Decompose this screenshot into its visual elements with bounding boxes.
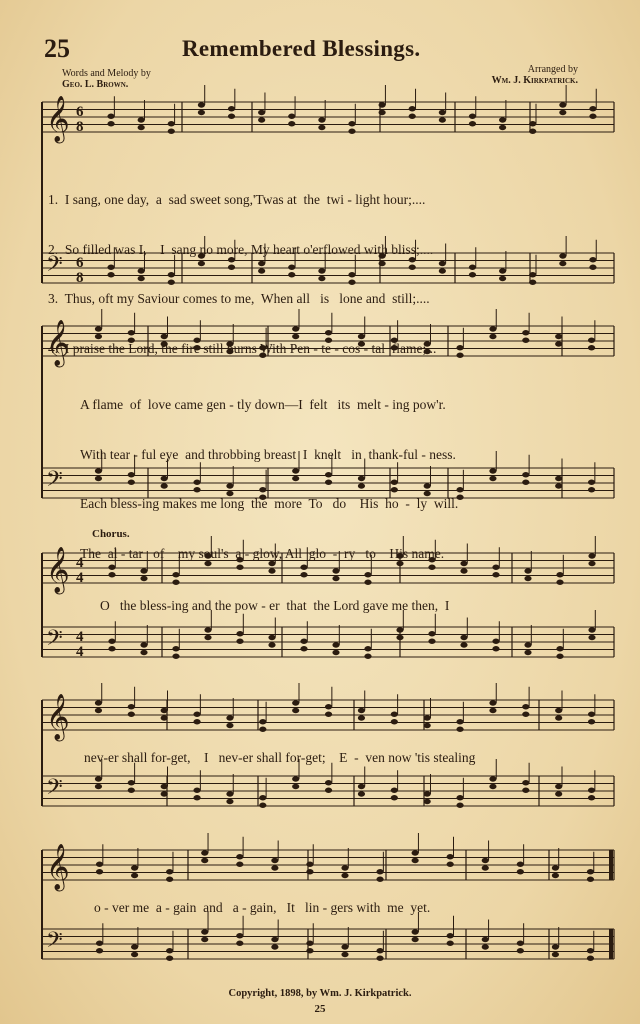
note-head (140, 650, 147, 655)
note-head (555, 334, 562, 339)
note-head (226, 715, 233, 720)
note-head (589, 265, 596, 270)
note-head (588, 553, 595, 558)
note-head (529, 129, 536, 134)
note-head (358, 791, 365, 796)
note-head (358, 708, 365, 713)
note-head (588, 795, 595, 800)
verse-line: 2. So filled was I, I sang no more, My heart o'erflowed with bliss;.... (48, 241, 434, 257)
note-head (522, 704, 529, 709)
note-head (108, 646, 115, 651)
note-head (128, 712, 135, 717)
time-signature: 4 (76, 570, 84, 586)
note-head (489, 708, 496, 713)
note-head (268, 642, 275, 647)
hymn-number: 25 (44, 34, 70, 63)
copyright-notice: Copyright, 1898, by Wm. J. Kirkpatrick. (228, 988, 412, 999)
note-head (271, 865, 278, 870)
note-head (460, 642, 467, 647)
note-head (376, 877, 383, 882)
note-head (555, 715, 562, 720)
note-head (517, 941, 524, 946)
note-head (489, 776, 496, 781)
hymn-title: Remembered Blessings. (182, 36, 421, 61)
note-head (236, 862, 243, 867)
note-head (555, 708, 562, 713)
note-head (489, 334, 496, 339)
note-head (292, 700, 299, 705)
time-signature: 6 (76, 255, 84, 271)
note-head (96, 869, 103, 874)
page-number: 25 (314, 1003, 326, 1015)
note-head (96, 862, 103, 867)
note-head (391, 712, 398, 717)
note-head (348, 121, 355, 126)
note-head (522, 712, 529, 717)
note-head (492, 565, 499, 570)
note-head (341, 873, 348, 878)
note-head (489, 468, 496, 473)
note-head (559, 110, 566, 115)
note-head (524, 642, 531, 647)
note-head (424, 799, 431, 804)
note-head (588, 788, 595, 793)
note-head (555, 476, 562, 481)
chorus-line-2: nev-er shall for-get, I nev-er shall for-get; E - ven now 'tis stealing (84, 750, 476, 765)
bass-clef: 𝄢 (46, 928, 63, 958)
note-head (588, 345, 595, 350)
final-bar (609, 850, 613, 880)
note-head (424, 715, 431, 720)
treble-clef: 𝄞 (46, 547, 70, 593)
note-head (226, 799, 233, 804)
note-head (325, 704, 332, 709)
words-label: Words and Melody by (62, 68, 151, 79)
note-head (259, 803, 266, 808)
note-head (96, 948, 103, 953)
note-head (522, 480, 529, 485)
note-head (166, 877, 173, 882)
note-head (460, 635, 467, 640)
note-head (358, 715, 365, 720)
note-head (439, 261, 446, 266)
note-head (391, 788, 398, 793)
note-head (482, 944, 489, 949)
note-head (556, 580, 563, 585)
note-head (271, 858, 278, 863)
note-head (447, 941, 454, 946)
note-head (95, 784, 102, 789)
note-head (204, 627, 211, 632)
note-head (131, 944, 138, 949)
note-head (193, 712, 200, 717)
note-head (589, 106, 596, 111)
note-head (193, 795, 200, 800)
note-head (96, 941, 103, 946)
note-head (499, 117, 506, 122)
bass-clef: 𝄢 (46, 626, 63, 656)
note-head (424, 723, 431, 728)
note-head (559, 261, 566, 266)
note-head (228, 106, 235, 111)
note-head (376, 869, 383, 874)
note-head (341, 865, 348, 870)
note-head (306, 869, 313, 874)
note-head (517, 862, 524, 867)
note-head (489, 700, 496, 705)
note-head (396, 627, 403, 632)
note-head (166, 869, 173, 874)
note-head (492, 639, 499, 644)
note-head (524, 650, 531, 655)
note-head (259, 727, 266, 732)
note-head (318, 125, 325, 130)
note-head (292, 776, 299, 781)
note-head (555, 341, 562, 346)
note-head (95, 700, 102, 705)
note-head (258, 110, 265, 115)
note-head (198, 102, 205, 107)
chorus-line-1: O the bless-ing and the pow - er that the Lord gave me then, I (100, 598, 450, 613)
note-head (358, 784, 365, 789)
note-head (469, 121, 476, 126)
note-head (524, 576, 531, 581)
note-head (588, 487, 595, 492)
note-head (456, 727, 463, 732)
note-head (161, 791, 168, 796)
verse-line: The al - tar of my soul's a - glow, All glo - ry to His name. (80, 545, 445, 561)
note-head (587, 948, 594, 953)
note-head (259, 795, 266, 800)
note-head (456, 803, 463, 808)
note-head (168, 129, 175, 134)
note-head (341, 944, 348, 949)
note-head (529, 280, 536, 285)
note-head (492, 572, 499, 577)
note-head (379, 110, 386, 115)
note-head (517, 869, 524, 874)
note-head (131, 873, 138, 878)
note-head (332, 642, 339, 647)
verse-line: With tear - ful eye and throbbing breast I knelt in thank-ful - ness. (80, 446, 456, 462)
note-head (140, 642, 147, 647)
verse-line: 3. Thus, oft my Saviour comes to me, When all is lone and still;.... (48, 291, 430, 306)
note-head (341, 952, 348, 957)
note-head (376, 948, 383, 953)
note-head (228, 114, 235, 119)
note-head (201, 929, 208, 934)
note-head (131, 865, 138, 870)
note-head (268, 635, 275, 640)
note-head (447, 933, 454, 938)
note-head (161, 784, 168, 789)
note-head (492, 646, 499, 651)
time-signature: 4 (76, 629, 84, 645)
note-head (517, 948, 524, 953)
note-head (258, 117, 265, 122)
note-head (588, 338, 595, 343)
note-head (300, 639, 307, 644)
note-head (201, 858, 208, 863)
note-head (259, 719, 266, 724)
note-head (556, 572, 563, 577)
time-signature: 8 (76, 119, 84, 135)
note-head (482, 858, 489, 863)
note-head (439, 110, 446, 115)
note-head (522, 472, 529, 477)
bass-clef: 𝄢 (46, 467, 63, 497)
note-head (524, 568, 531, 573)
note-head (522, 788, 529, 793)
note-head (292, 784, 299, 789)
note-head (587, 869, 594, 874)
note-head (193, 788, 200, 793)
note-head (271, 944, 278, 949)
note-head (325, 788, 332, 793)
note-head (306, 941, 313, 946)
note-head (522, 338, 529, 343)
note-head (556, 654, 563, 659)
note-head (161, 715, 168, 720)
note-head (236, 854, 243, 859)
note-head (456, 795, 463, 800)
arranger-name: Wm. J. Kirkpatrick. (491, 75, 578, 86)
note-head (482, 865, 489, 870)
note-head (469, 272, 476, 277)
note-head (412, 929, 419, 934)
note-head (439, 117, 446, 122)
note-head (364, 654, 371, 659)
note-head (201, 937, 208, 942)
note-head (288, 114, 295, 119)
note-head (201, 850, 208, 855)
verse-line: Each bless-ing makes me long the more To do His ho - ly will. (80, 496, 459, 511)
note-head (376, 956, 383, 961)
note-head (412, 937, 419, 942)
note-head (499, 125, 506, 130)
note-head (128, 788, 135, 793)
note-head (489, 784, 496, 789)
note-head (460, 561, 467, 566)
note-head (456, 719, 463, 724)
note-head (489, 476, 496, 481)
note-head (292, 708, 299, 713)
bass-clef: 𝄢 (46, 775, 63, 805)
note-head (288, 121, 295, 126)
note-head (555, 784, 562, 789)
note-head (412, 858, 419, 863)
note-head (588, 635, 595, 640)
note-head (138, 117, 145, 122)
note-head (556, 646, 563, 651)
note-head (469, 114, 476, 119)
note-head (193, 719, 200, 724)
note-head (95, 708, 102, 713)
note-head (588, 561, 595, 566)
note-head (499, 276, 506, 281)
note-head (204, 635, 211, 640)
words-author: Geo. L. Brown. (62, 79, 129, 90)
arranged-label: Arranged by (527, 64, 578, 75)
note-head (409, 106, 416, 111)
note-head (236, 941, 243, 946)
time-signature: 8 (76, 270, 84, 286)
note-head (552, 952, 559, 957)
note-head (559, 253, 566, 258)
note-head (529, 121, 536, 126)
note-head (166, 948, 173, 953)
note-head (460, 568, 467, 573)
note-head (447, 854, 454, 859)
time-signature: 4 (76, 644, 84, 660)
note-head (306, 862, 313, 867)
final-bar (609, 929, 613, 959)
note-head (172, 654, 179, 659)
note-head (552, 865, 559, 870)
note-head (236, 631, 243, 636)
note-head (552, 944, 559, 949)
note-head (555, 483, 562, 488)
note-head (529, 272, 536, 277)
note-head (318, 117, 325, 122)
note-head (439, 268, 446, 273)
note-head (428, 631, 435, 636)
note-head (166, 956, 173, 961)
note-head (95, 776, 102, 781)
verse-line: 4. I praise the Lord, the fire still burns With Pen - te - cos - tal flame;... (48, 340, 437, 356)
note-head (552, 873, 559, 878)
verse-line: A flame of love came gen - tly down—I felt its melt - ing pow'r. (80, 397, 446, 412)
note-head (108, 639, 115, 644)
verse-line: 1. I sang, one day, a sad sweet song,'Twas at the twi - light hour;.... (48, 192, 426, 207)
note-head (306, 948, 313, 953)
note-head (412, 850, 419, 855)
note-head (559, 102, 566, 107)
note-head (391, 795, 398, 800)
note-head (131, 952, 138, 957)
note-head (168, 121, 175, 126)
bass-clef: 𝄢 (46, 252, 63, 282)
note-head (391, 719, 398, 724)
note-head (271, 937, 278, 942)
note-head (161, 708, 168, 713)
time-signature: 6 (76, 104, 84, 120)
note-head (332, 650, 339, 655)
note-head (236, 639, 243, 644)
time-signature: 4 (76, 555, 84, 571)
note-head (226, 723, 233, 728)
note-head (587, 877, 594, 882)
note-head (456, 345, 463, 350)
note-head (409, 114, 416, 119)
note-head (499, 268, 506, 273)
note-head (587, 956, 594, 961)
note-head (364, 646, 371, 651)
note-head (424, 791, 431, 796)
treble-clef: 𝄞 (46, 320, 70, 366)
note-head (138, 125, 145, 130)
note-head (589, 257, 596, 262)
note-head (128, 704, 135, 709)
note-head (226, 791, 233, 796)
note-head (522, 330, 529, 335)
note-head (300, 646, 307, 651)
note-head (107, 114, 114, 119)
verses-part-one (48, 159, 436, 390)
note-head (588, 480, 595, 485)
treble-clef: 𝄞 (46, 844, 70, 890)
note-head (236, 933, 243, 938)
note-head (396, 635, 403, 640)
note-head (588, 712, 595, 717)
note-head (325, 780, 332, 785)
note-head (588, 627, 595, 632)
chorus-label: Chorus. (92, 528, 130, 540)
note-head (325, 712, 332, 717)
treble-clef: 𝄞 (46, 694, 70, 740)
note-head (482, 937, 489, 942)
note-head (172, 646, 179, 651)
note-head (348, 129, 355, 134)
verses-part-two (80, 364, 458, 595)
note-head (588, 719, 595, 724)
note-head (198, 110, 205, 115)
note-head (379, 102, 386, 107)
note-head (489, 326, 496, 331)
note-head (522, 780, 529, 785)
note-head (555, 791, 562, 796)
note-head (589, 114, 596, 119)
treble-clef: 𝄞 (46, 96, 70, 142)
note-head (447, 862, 454, 867)
note-head (469, 265, 476, 270)
chorus-line-3: o - ver me a - gain and a - gain, It lin - gers with me yet. (94, 900, 431, 915)
note-head (456, 353, 463, 358)
note-head (107, 121, 114, 126)
note-head (428, 639, 435, 644)
note-head (128, 780, 135, 785)
